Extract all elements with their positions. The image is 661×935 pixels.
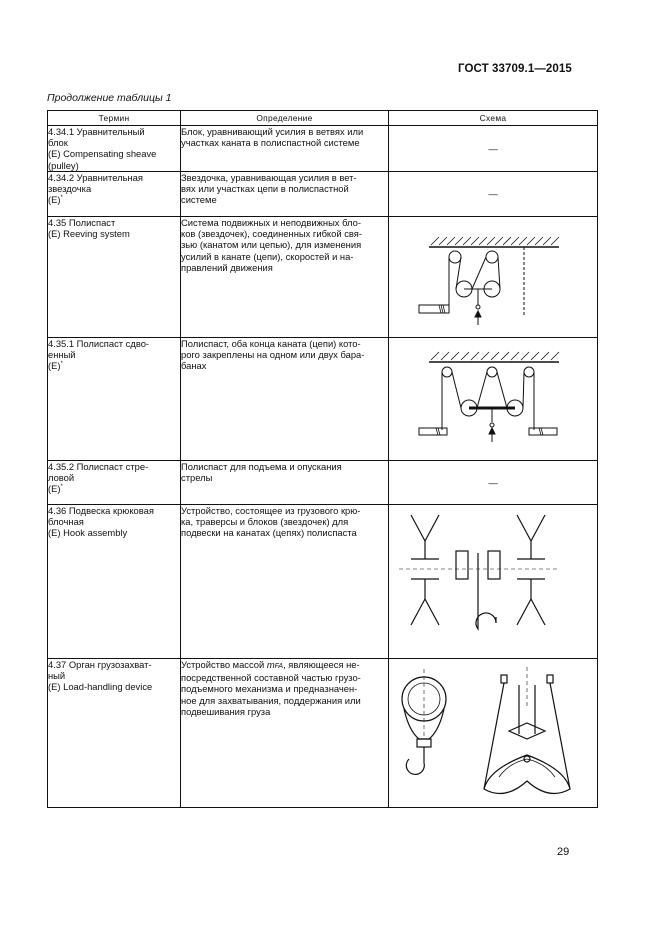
header-definition: Определение xyxy=(181,111,389,126)
definition-text: , являющееся не- xyxy=(283,659,360,670)
term-line: 4.35 Полиспаст xyxy=(48,217,116,228)
term-line: 4.35.1 Полиспаст сдво- xyxy=(48,338,150,349)
scheme-cell: — xyxy=(389,461,598,505)
scheme-cell xyxy=(389,338,598,461)
definition-line: участках каната в полиспастной системе xyxy=(181,137,360,149)
definition-text: Устройство массой xyxy=(181,659,267,670)
table-row xyxy=(48,126,598,172)
definition-cell xyxy=(181,659,389,808)
mass-subscript: FA xyxy=(274,663,284,670)
definition-line: Полиспаст для подъема и опускания xyxy=(181,461,342,472)
term-line: (pulley) xyxy=(48,159,79,171)
page-number: 29 xyxy=(557,846,570,858)
footnote-star: * xyxy=(60,195,63,202)
term-line: блочная xyxy=(48,516,84,528)
term-line: 4.34.1 Уравнительный xyxy=(48,126,145,137)
term-line: (E) Load-handling device xyxy=(48,681,153,693)
term-line: 4.34.2 Уравнительная xyxy=(48,172,143,183)
term-cell xyxy=(48,461,181,505)
term-line: 4.37 Орган грузозахват- xyxy=(48,659,152,670)
term-line: ловой xyxy=(48,472,75,484)
table-continuation-caption: Продолжение таблицы 1 xyxy=(47,92,172,104)
definition-line: ка, траверсы и блоков (звездочек) для xyxy=(181,516,349,528)
definition-line: Звездочка, уравнивающая усилия в вет- xyxy=(181,172,357,183)
table-header-row xyxy=(48,111,598,126)
double-reeving-diagram xyxy=(389,338,597,460)
table-row xyxy=(48,217,598,338)
definition-cell xyxy=(181,126,389,172)
term-line: звездочка xyxy=(48,183,92,195)
definition-line: Система подвижных и неподвижных бло- xyxy=(181,217,361,228)
definition-line: ное для захватывания, поддержания или xyxy=(181,694,361,706)
term-english-marker: (E) xyxy=(48,360,61,372)
term-line xyxy=(48,194,180,205)
term-line: (E) Compensating sheave xyxy=(48,148,157,160)
document-code: ГОСТ 33709.1—2015 xyxy=(458,63,572,75)
table-row xyxy=(48,461,598,505)
table-row xyxy=(48,338,598,461)
term-line: 4.36 Подвеска крюковая xyxy=(48,505,154,516)
table-row xyxy=(48,505,598,659)
scheme-cell: — xyxy=(389,126,598,172)
table-row xyxy=(48,172,598,217)
definition-line: правлений движения xyxy=(181,261,273,273)
scheme-cell xyxy=(389,217,598,338)
scheme-cell xyxy=(389,659,598,808)
term-line xyxy=(48,483,180,494)
term-line: енный xyxy=(48,349,76,361)
definition-cell xyxy=(181,505,389,659)
definition-cell xyxy=(181,217,389,338)
footnote-star: * xyxy=(60,361,63,368)
table-row xyxy=(48,659,598,808)
definition-line: посредственной составной частью грузо- xyxy=(181,672,361,684)
term-cell xyxy=(48,659,181,808)
term-english-marker: (E) xyxy=(48,483,61,495)
footnote-star: * xyxy=(60,484,63,491)
header-term: Термин xyxy=(48,111,181,126)
scheme-cell xyxy=(389,505,598,659)
definition-cell xyxy=(181,338,389,461)
definition-line: Блок, уравнивающий усилия в ветвях или xyxy=(181,126,364,137)
term-line: ный xyxy=(48,670,66,682)
definition-line: рого закреплены на одном или двух бара- xyxy=(181,349,365,361)
term-cell xyxy=(48,217,181,338)
term-cell xyxy=(48,172,181,217)
definition-cell xyxy=(181,461,389,505)
definition-line: подвески на канатах (цепях) полиспаста xyxy=(181,527,357,539)
header-scheme: Схема xyxy=(389,111,598,126)
term-cell xyxy=(48,505,181,659)
term-english-marker: (E) xyxy=(48,194,61,206)
definition-line: подъемного механизма и предназначен- xyxy=(181,683,358,695)
load-handling-device-diagram xyxy=(389,659,597,807)
definition-cell xyxy=(181,172,389,217)
definition-line xyxy=(181,659,388,672)
term-cell xyxy=(48,338,181,461)
definition-line: вях или участках цепи в полиспастной xyxy=(181,183,349,195)
term-line: блок xyxy=(48,137,68,149)
definition-line: подвешивания груза xyxy=(181,705,271,717)
definition-line: системе xyxy=(181,194,217,206)
definition-line: ков (звездочек), соединенных гибкой свя- xyxy=(181,228,362,240)
terms-table xyxy=(47,110,598,808)
scheme-cell: — xyxy=(389,172,598,217)
definition-line: Полиспаст, оба конца каната (цепи) кото- xyxy=(181,338,361,349)
mass-symbol: m xyxy=(266,659,275,670)
definition-line: зью (канатом или цепью), для изменения xyxy=(181,239,362,251)
term-line: (E) Reeving system xyxy=(48,228,130,240)
term-cell xyxy=(48,126,181,172)
reeving-system-diagram xyxy=(389,217,597,337)
definition-line: Устройство, состоящее из грузового крю- xyxy=(181,505,361,516)
term-line xyxy=(48,360,180,371)
definition-line: стрелы xyxy=(181,472,213,484)
term-line: 4.35.2 Полиспаст стре- xyxy=(48,461,149,472)
hook-assembly-diagram xyxy=(389,505,597,658)
definition-line: усилий в канате (цепи), скоростей и на- xyxy=(181,250,354,262)
definition-line: банах xyxy=(181,360,207,372)
term-line: (E) Hook assembly xyxy=(48,527,128,539)
